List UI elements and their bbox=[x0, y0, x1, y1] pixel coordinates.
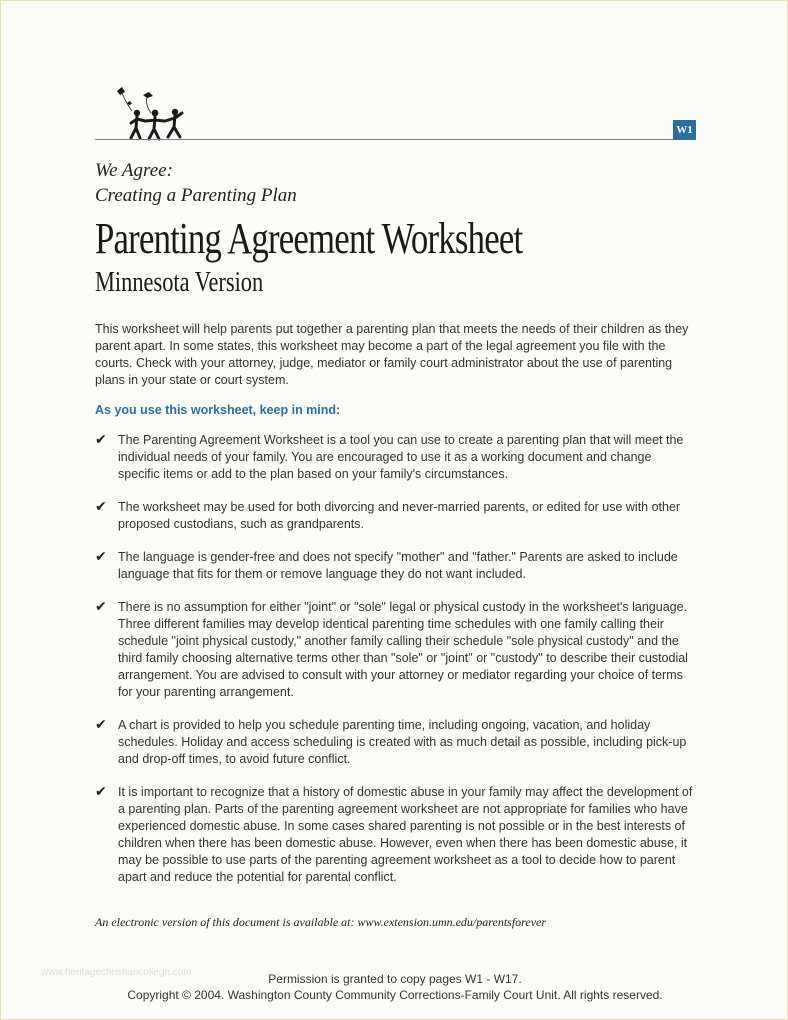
page-tag-badge: W1 bbox=[673, 120, 696, 140]
header-rule bbox=[95, 139, 673, 140]
list-item-text: The worksheet may be used for both divorcing and never-married parents, or edited for use with other proposed custodians, such as grandparents. bbox=[118, 500, 681, 531]
list-item bbox=[95, 549, 695, 583]
checkmark-icon: ✔ bbox=[95, 432, 107, 448]
children-kite-logo-icon bbox=[109, 83, 195, 141]
watermark: www.heritagechristiancollege.com bbox=[41, 967, 192, 978]
subtitle-line-2: Creating a Parenting Plan bbox=[95, 185, 297, 206]
list-item-text: A chart is provided to help you schedule parenting time, including ongoing, vacation, and holiday schedules. Holiday and access scheduling is created with as much detail as possible, including pick-up and drop-off times, to avoid future conflict. bbox=[118, 718, 687, 766]
subtitle-line-1: We Agree: bbox=[95, 160, 173, 181]
permission-note: Permission is granted to copy pages W1 - W17. bbox=[268, 972, 522, 986]
copyright-note: Copyright © 2004. Washington County Community Corrections-Family Court Unit. All rights reserved. bbox=[127, 988, 663, 1002]
list-item bbox=[95, 499, 695, 533]
list-item-text: It is important to recognize that a history of domestic abuse in your family may affect the development of a parenting plan. Parts of the parenting agreement worksheet are not appropriate for families who have experienced domestic abuse. In some cases shared parenting is not possible or in the best interests of children when there has been domestic abuse. However, even when there has been domestic abuse, it may be possible to use parts of the parenting agreement worksheet as a tool to decide how to parent apart and reduce the potential for parental conflict. bbox=[118, 785, 693, 884]
list-item bbox=[95, 599, 695, 701]
list-item bbox=[95, 717, 695, 768]
section-heading: As you use this worksheet, keep in mind: bbox=[95, 403, 341, 417]
electronic-version-note: An electronic version of this document is available at: www.extension.umn.edu/parentsforever bbox=[95, 915, 547, 929]
version-title: Minnesota Version bbox=[95, 267, 264, 298]
list-item-text: There is no assumption for either "joint" or "sole" legal or physical custody in the worksheet's language. Three different families may develop identical parenting time schedules with one family calling their schedule "joint physical custody," another family calling their schedule "sole physical custody" and the third family choosing alternative terms other than "sole" or "joint" or "custody" to describe their custodial arrangement. You are advised to consult with your attorney or mediator regarding your choice of terms for your parenting arrangement. bbox=[118, 600, 688, 699]
bullet-list bbox=[95, 432, 695, 902]
checkmark-icon: ✔ bbox=[95, 499, 107, 515]
list-item-text: The Parenting Agreement Worksheet is a tool you can use to create a parenting plan that will meet the individual needs of your family. You are encouraged to use it as a working document and change specific items or add to the plan based on your family's circumstances. bbox=[118, 433, 684, 481]
list-item bbox=[95, 784, 695, 886]
checkmark-icon: ✔ bbox=[95, 717, 107, 733]
list-item bbox=[95, 432, 695, 483]
intro-paragraph: This worksheet will help parents put together a parenting plan that meets the needs of their children as they parent apart. In some states, this worksheet may become a part of the legal agreement you file with the courts. Check with your attorney, judge, mediator or family court administrator about the use of parenting plans in your state or court system. bbox=[95, 322, 689, 387]
checkmark-icon: ✔ bbox=[95, 784, 107, 800]
checkmark-icon: ✔ bbox=[95, 599, 107, 615]
checkmark-icon: ✔ bbox=[95, 549, 107, 565]
list-item-text: The language is gender-free and does not specify "mother" and "father." Parents are asked to include language that fits for them or remove language they do not want included. bbox=[118, 550, 678, 581]
page-title: Parenting Agreement Worksheet bbox=[95, 214, 523, 263]
